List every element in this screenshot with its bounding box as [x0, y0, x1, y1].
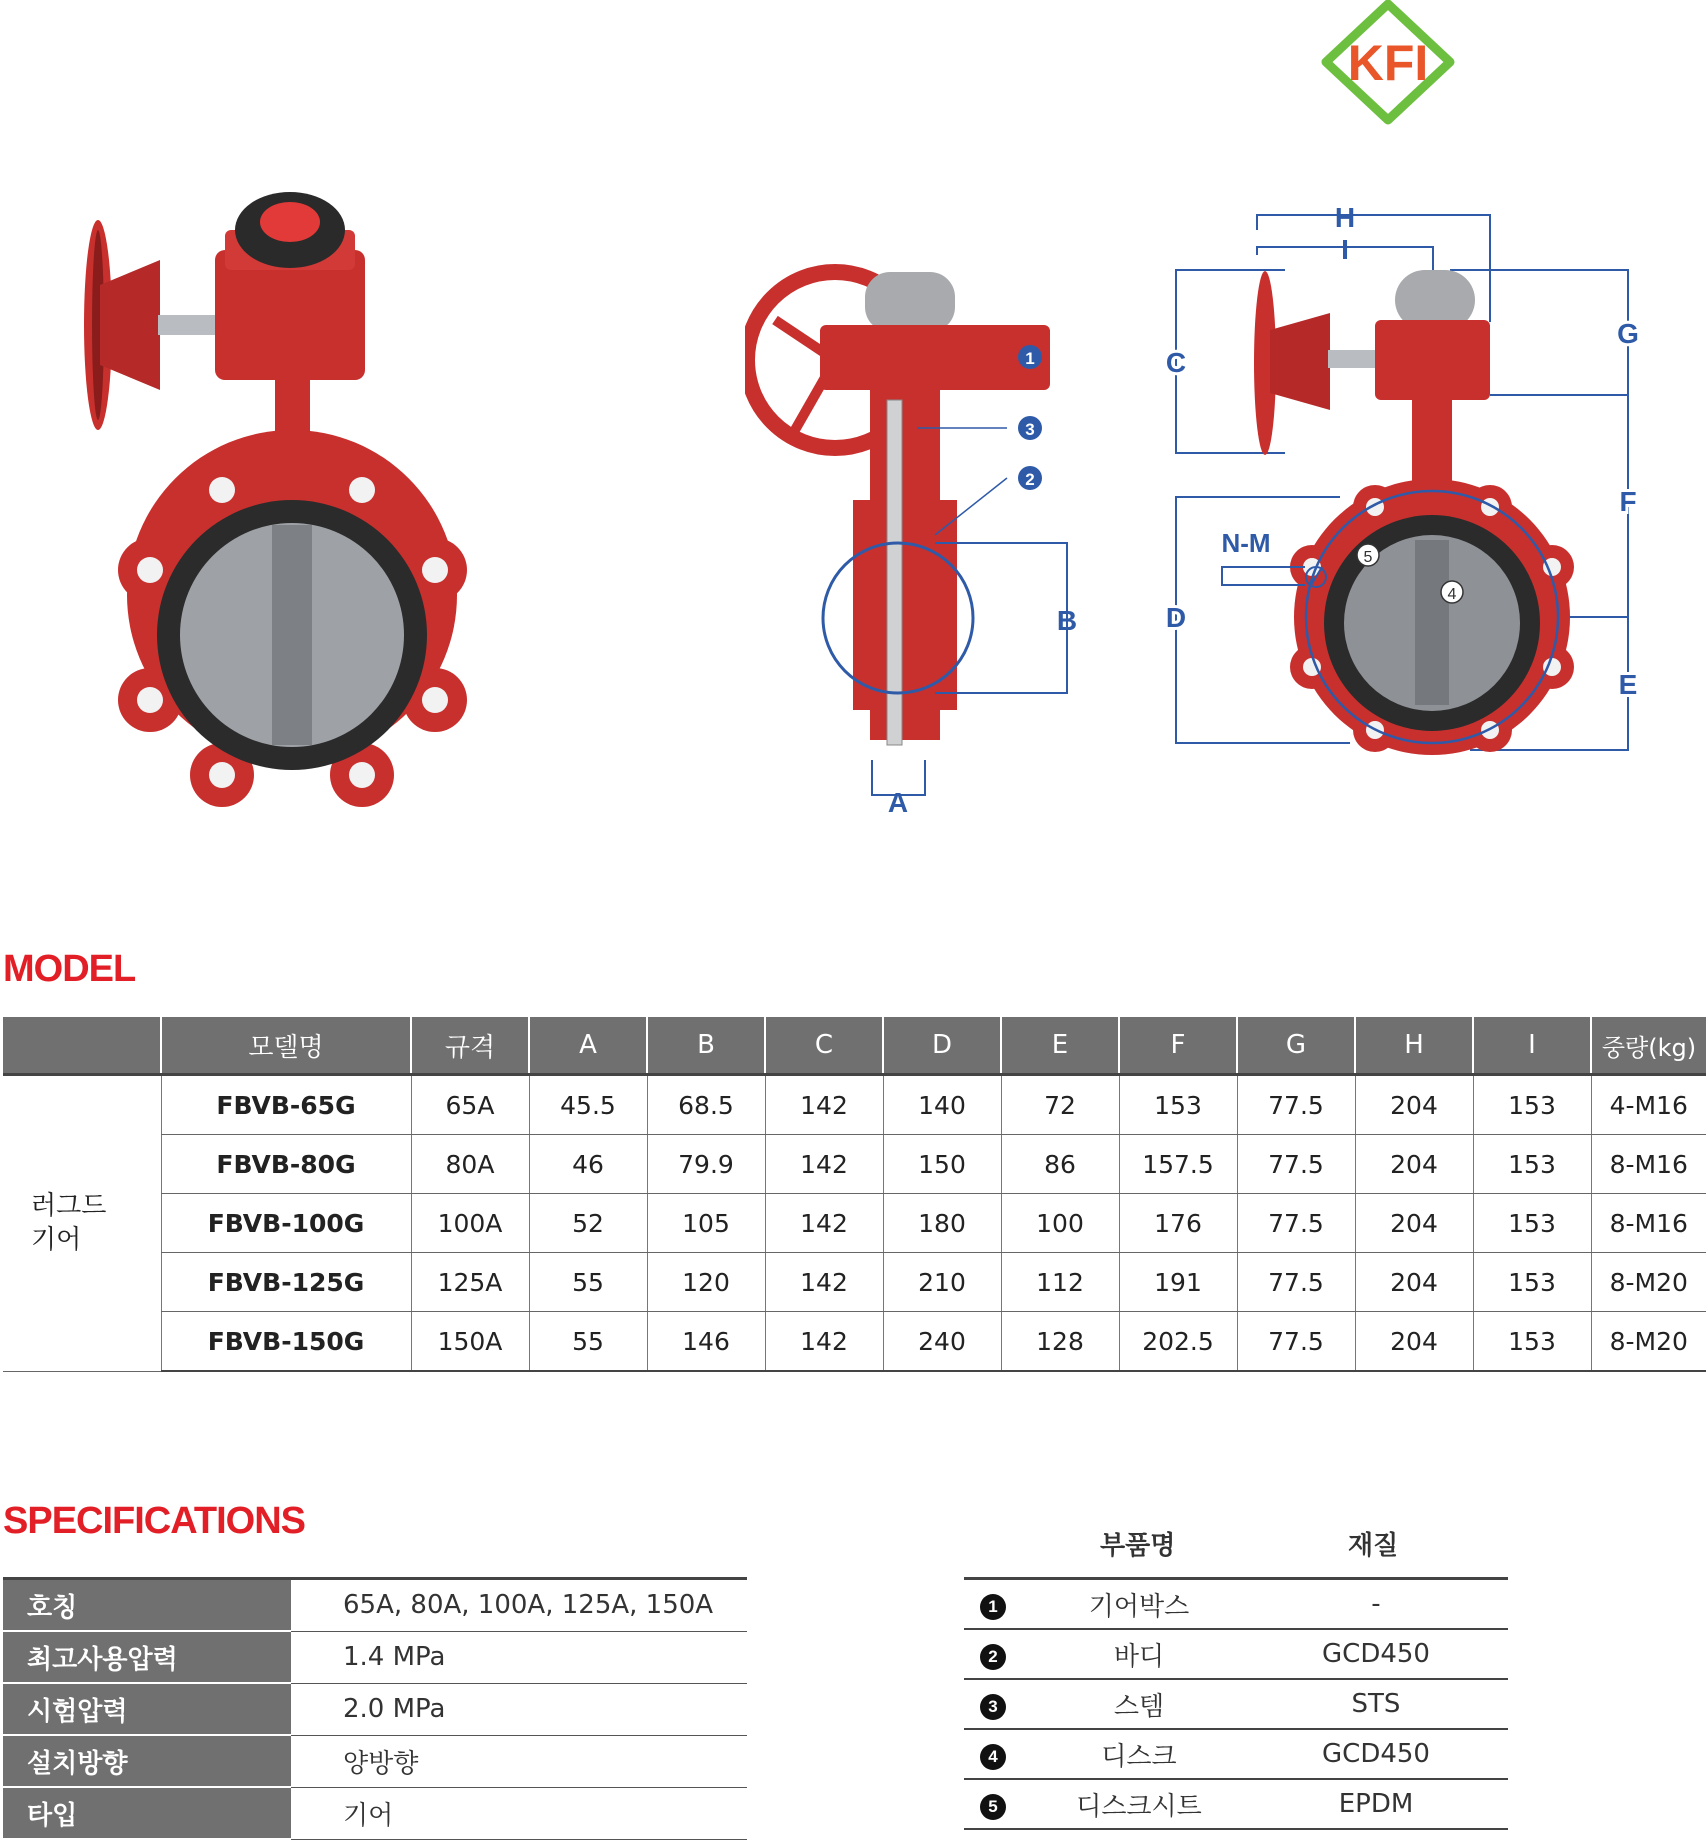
header-cell: 규격 — [411, 1017, 529, 1075]
table-cell: 153 — [1473, 1075, 1591, 1135]
table-cell: 153 — [1119, 1075, 1237, 1135]
spec-row — [3, 1579, 747, 1632]
group-line2: 기어 — [31, 1225, 82, 1256]
model-name-cell: FBVB-125G — [161, 1253, 411, 1312]
table-cell: 65A — [411, 1075, 529, 1135]
table-cell: 80A — [411, 1135, 529, 1194]
table-cell: 202.5 — [1119, 1312, 1237, 1372]
spec-value: 기어 — [291, 1787, 747, 1839]
part-material: EPDM — [1244, 1779, 1508, 1829]
part-name: 디스크 — [1034, 1729, 1244, 1779]
part-number-badge: 1 — [980, 1594, 1006, 1620]
table-cell: 142 — [765, 1135, 883, 1194]
table-row — [3, 1312, 1706, 1372]
part-number-badge: 2 — [980, 1644, 1006, 1670]
table-cell: 142 — [765, 1253, 883, 1312]
spec-row — [3, 1735, 747, 1787]
table-cell: 150 — [883, 1135, 1001, 1194]
header-cell: A — [529, 1017, 647, 1075]
header-cell: E — [1001, 1017, 1119, 1075]
part-material: - — [1244, 1579, 1508, 1630]
spec-key: 타입 — [3, 1787, 291, 1839]
callout-1: 1 — [1025, 349, 1035, 368]
table-cell: 100 — [1001, 1194, 1119, 1253]
part-name: 스템 — [1034, 1679, 1244, 1729]
dim-label-d: D — [1165, 602, 1187, 633]
spec-key: 호칭 — [3, 1579, 291, 1632]
model-title: MODEL — [3, 948, 136, 990]
part-number-badge: 3 — [980, 1694, 1006, 1720]
header-cell: F — [1119, 1017, 1237, 1075]
spec-value: 양방향 — [291, 1735, 747, 1787]
table-row — [3, 1075, 1706, 1135]
side-view-diagram — [745, 260, 1085, 820]
table-row — [3, 1194, 1706, 1253]
part-name: 디스크시트 — [1034, 1779, 1244, 1829]
model-name-cell: FBVB-150G — [161, 1312, 411, 1372]
parts-table — [964, 1577, 1508, 1830]
group-cell — [3, 1075, 161, 1372]
table-cell: 153 — [1473, 1253, 1591, 1312]
logo-text: KFI — [1347, 35, 1429, 91]
header-cell: C — [765, 1017, 883, 1075]
dim-label-h: H — [1334, 202, 1356, 233]
table-cell: 100A — [411, 1194, 529, 1253]
specs-table — [3, 1577, 747, 1840]
spec-row — [3, 1787, 747, 1839]
valve-photo — [80, 190, 510, 815]
part-row — [964, 1679, 1508, 1729]
part-name: 기어박스 — [1034, 1579, 1244, 1630]
spec-value: 1.4 MPa — [291, 1631, 747, 1683]
part-number-badge: 4 — [980, 1744, 1006, 1770]
table-cell: 191 — [1119, 1253, 1237, 1312]
parts-header-name: 부품명 — [1100, 1531, 1176, 1561]
table-cell: 204 — [1355, 1253, 1473, 1312]
table-row — [3, 1253, 1706, 1312]
table-cell: 204 — [1355, 1312, 1473, 1372]
model-name-cell: FBVB-65G — [161, 1075, 411, 1135]
table-cell: 68.5 — [647, 1075, 765, 1135]
table-cell: 125A — [411, 1253, 529, 1312]
table-cell: 176 — [1119, 1194, 1237, 1253]
dim-label-b: B — [1056, 605, 1078, 636]
table-cell: 77.5 — [1237, 1194, 1355, 1253]
table-cell: 77.5 — [1237, 1253, 1355, 1312]
part-number-badge: 5 — [980, 1794, 1006, 1820]
table-cell: 142 — [765, 1194, 883, 1253]
table-cell: 55 — [529, 1253, 647, 1312]
table-cell: 8-M16 — [1591, 1194, 1706, 1253]
table-cell: 142 — [765, 1312, 883, 1372]
spec-key: 최고사용압력 — [3, 1631, 291, 1683]
table-cell: 77.5 — [1237, 1075, 1355, 1135]
table-cell: 204 — [1355, 1135, 1473, 1194]
header-cell — [3, 1017, 161, 1075]
table-cell: 8-M20 — [1591, 1253, 1706, 1312]
model-header-row — [3, 1017, 1706, 1075]
header-cell: 모델명 — [161, 1017, 411, 1075]
table-cell: 45.5 — [529, 1075, 647, 1135]
parts-header-material: 재질 — [1348, 1531, 1399, 1561]
table-cell: 140 — [883, 1075, 1001, 1135]
table-cell: 240 — [883, 1312, 1001, 1372]
table-cell: 153 — [1473, 1135, 1591, 1194]
front-view-diagram — [1160, 195, 1650, 765]
table-cell: 46 — [529, 1135, 647, 1194]
dim-label-g: G — [1617, 318, 1639, 349]
table-cell: 204 — [1355, 1194, 1473, 1253]
spec-key: 설치방향 — [3, 1735, 291, 1787]
table-cell: 52 — [529, 1194, 647, 1253]
callout-3: 3 — [1025, 420, 1035, 439]
table-cell: 128 — [1001, 1312, 1119, 1372]
table-row — [3, 1135, 1706, 1194]
table-cell: 105 — [647, 1194, 765, 1253]
header-cell: H — [1355, 1017, 1473, 1075]
part-material: GCD450 — [1244, 1629, 1508, 1679]
spec-row — [3, 1683, 747, 1735]
table-cell: 204 — [1355, 1075, 1473, 1135]
header-cell: 중량(kg) — [1591, 1017, 1706, 1075]
table-cell: 112 — [1001, 1253, 1119, 1312]
callout-5: 5 — [1363, 549, 1373, 566]
model-name-cell: FBVB-80G — [161, 1135, 411, 1194]
dim-label-c: C — [1165, 347, 1187, 378]
table-cell: 79.9 — [647, 1135, 765, 1194]
table-cell: 86 — [1001, 1135, 1119, 1194]
model-table — [3, 1017, 1706, 1372]
dim-label-e: E — [1618, 669, 1638, 700]
callout-4: 4 — [1447, 586, 1457, 603]
header-cell: D — [883, 1017, 1001, 1075]
table-cell: 180 — [883, 1194, 1001, 1253]
spec-value: 65A, 80A, 100A, 125A, 150A — [291, 1579, 747, 1632]
dim-label-i: I — [1341, 234, 1349, 265]
table-cell: 150A — [411, 1312, 529, 1372]
table-cell: 120 — [647, 1253, 765, 1312]
model-name-cell: FBVB-100G — [161, 1194, 411, 1253]
callout-2: 2 — [1025, 470, 1035, 489]
table-cell: 72 — [1001, 1075, 1119, 1135]
table-cell: 55 — [529, 1312, 647, 1372]
specs-title: SPECIFICATIONS — [3, 1500, 305, 1542]
spec-row — [3, 1631, 747, 1683]
part-row — [964, 1579, 1508, 1630]
table-cell: 4-M16 — [1591, 1075, 1706, 1135]
table-cell: 146 — [647, 1312, 765, 1372]
part-name: 바디 — [1034, 1629, 1244, 1679]
table-cell: 77.5 — [1237, 1135, 1355, 1194]
kfi-logo — [1318, 0, 1458, 125]
header-cell: G — [1237, 1017, 1355, 1075]
group-line1: 러그드 — [31, 1191, 107, 1222]
part-row — [964, 1629, 1508, 1679]
table-cell: 142 — [765, 1075, 883, 1135]
part-row — [964, 1779, 1508, 1829]
spec-value: 2.0 MPa — [291, 1683, 747, 1735]
table-cell: 157.5 — [1119, 1135, 1237, 1194]
table-cell: 8-M16 — [1591, 1135, 1706, 1194]
table-cell: 153 — [1473, 1194, 1591, 1253]
table-cell: 210 — [883, 1253, 1001, 1312]
part-row — [964, 1729, 1508, 1779]
table-cell: 77.5 — [1237, 1312, 1355, 1372]
dim-label-nm: N-M — [1221, 528, 1271, 558]
header-cell: B — [647, 1017, 765, 1075]
header-cell: I — [1473, 1017, 1591, 1075]
spec-key: 시험압력 — [3, 1683, 291, 1735]
table-cell: 8-M20 — [1591, 1312, 1706, 1372]
part-material: GCD450 — [1244, 1729, 1508, 1779]
dim-label-a: A — [887, 787, 909, 818]
table-cell: 153 — [1473, 1312, 1591, 1372]
dim-label-f: F — [1619, 486, 1637, 517]
part-material: STS — [1244, 1679, 1508, 1729]
